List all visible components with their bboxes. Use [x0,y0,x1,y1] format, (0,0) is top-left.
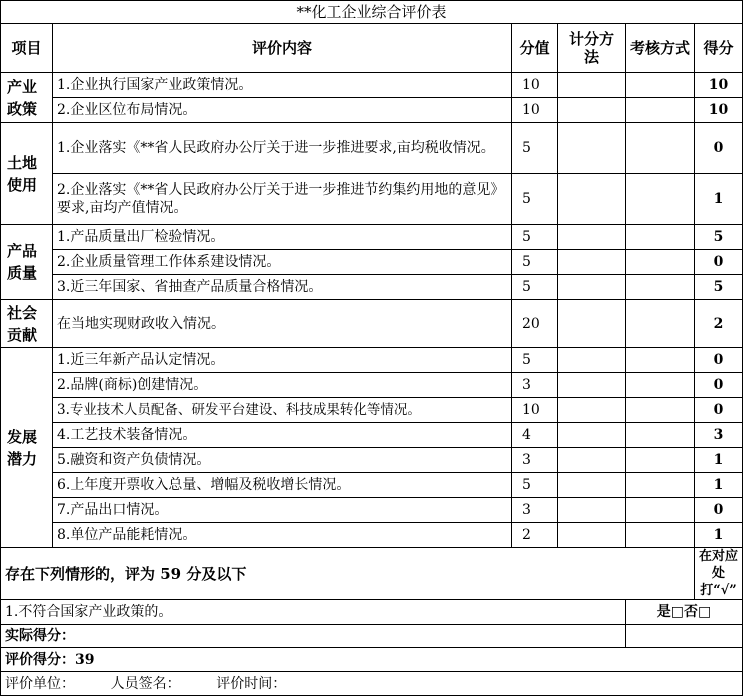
row-score: 5 [512,250,558,275]
row-got: 0 [695,398,743,423]
header-assess: 考核方式 [626,24,695,73]
row-got: 1 [695,523,743,548]
row-score: 5 [512,473,558,498]
row-content: 2.企业落实《**省人民政府办公厅关于进一步推进节约集约用地的意见》要求,亩均产值情况。 [53,174,512,225]
row-score: 3 [512,373,558,398]
category-social-contribution: 社会贡献 [1,300,53,348]
row-got: 1 [695,473,743,498]
row-assess [626,348,695,373]
row-content: 8.单位产品能耗情况。 [53,523,512,548]
row-assess [626,174,695,225]
row-content: 在当地实现财政收入情况。 [53,300,512,348]
yes-no-checkbox[interactable]: 是□否□ [626,600,743,625]
row-content: 2.企业区位布局情况。 [53,98,512,123]
category-land-use: 土地使用 [1,123,53,225]
row-assess [626,448,695,473]
row-method [558,523,626,548]
row-assess [626,498,695,523]
row-score: 5 [512,174,558,225]
row-got: 0 [695,250,743,275]
row-content: 1.产品质量出厂检验情况。 [53,225,512,250]
actual-score-value [626,625,743,648]
header-content: 评价内容 [53,24,512,73]
row-method [558,98,626,123]
row-assess [626,275,695,300]
row-assess [626,373,695,398]
signature-line: 评价单位： 人员签名： 评价时间： [1,672,743,696]
row-assess [626,73,695,98]
row-assess [626,300,695,348]
row-got: 10 [695,73,743,98]
row-method [558,300,626,348]
category-development-potential: 发展潜力 [1,348,53,548]
row-content: 5.融资和资产负债情况。 [53,448,512,473]
evaluated-score: 评价得分：39 [1,648,743,672]
header-got: 得分 [695,24,743,73]
row-content: 1.企业执行国家产业政策情况。 [53,73,512,98]
row-method [558,448,626,473]
row-method [558,250,626,275]
condition-item: 1.不符合国家产业政策的。 [1,600,626,625]
row-got: 3 [695,423,743,448]
row-got: 0 [695,498,743,523]
mark-instruction: 在对应处打“√” [695,548,743,600]
row-method [558,423,626,448]
row-assess [626,123,695,174]
row-score: 5 [512,123,558,174]
header-score: 分值 [512,24,558,73]
row-got: 2 [695,300,743,348]
row-got: 0 [695,348,743,373]
row-content: 3.近三年国家、省抽查产品质量合格情况。 [53,275,512,300]
row-got: 0 [695,123,743,174]
table-title: **化工企业综合评价表 [1,1,743,24]
row-method [558,73,626,98]
row-content: 1.近三年新产品认定情况。 [53,348,512,373]
row-content: 1.企业落实《**省人民政府办公厅关于进一步推进要求,亩均税收情况。 [53,123,512,174]
row-score: 5 [512,275,558,300]
actual-score-label: 实际得分： [1,625,626,648]
row-method [558,398,626,423]
row-assess [626,98,695,123]
row-assess [626,398,695,423]
row-score: 4 [512,423,558,448]
header-method: 计分方法 [558,24,626,73]
row-assess [626,473,695,498]
row-score: 5 [512,225,558,250]
row-content: 7.产品出口情况。 [53,498,512,523]
row-score: 20 [512,300,558,348]
downgrade-condition: 存在下列情形的，评为 59 分及以下 [1,548,695,600]
row-score: 10 [512,73,558,98]
row-score: 3 [512,448,558,473]
row-score: 10 [512,398,558,423]
row-content: 4.工艺技术装备情况。 [53,423,512,448]
row-got: 5 [695,275,743,300]
row-assess [626,250,695,275]
row-content: 6.上年度开票收入总量、增幅及税收增长情况。 [53,473,512,498]
category-product-quality: 产品质量 [1,225,53,300]
row-content: 3.专业技术人员配备、研发平台建设、科技成果转化等情况。 [53,398,512,423]
row-got: 1 [695,448,743,473]
row-method [558,348,626,373]
row-got: 5 [695,225,743,250]
row-score: 10 [512,98,558,123]
row-got: 10 [695,98,743,123]
row-method [558,473,626,498]
row-score: 5 [512,348,558,373]
header-item: 项目 [1,24,53,73]
row-content: 2.企业质量管理工作体系建设情况。 [53,250,512,275]
row-method [558,225,626,250]
row-score: 3 [512,498,558,523]
row-assess [626,523,695,548]
row-method [558,373,626,398]
row-assess [626,423,695,448]
category-industry-policy: 产业政策 [1,73,53,123]
row-got: 0 [695,373,743,398]
row-assess [626,225,695,250]
row-method [558,275,626,300]
row-score: 2 [512,523,558,548]
row-got: 1 [695,174,743,225]
row-method [558,123,626,174]
row-method [558,174,626,225]
row-content: 2.品牌(商标)创建情况。 [53,373,512,398]
row-method [558,498,626,523]
